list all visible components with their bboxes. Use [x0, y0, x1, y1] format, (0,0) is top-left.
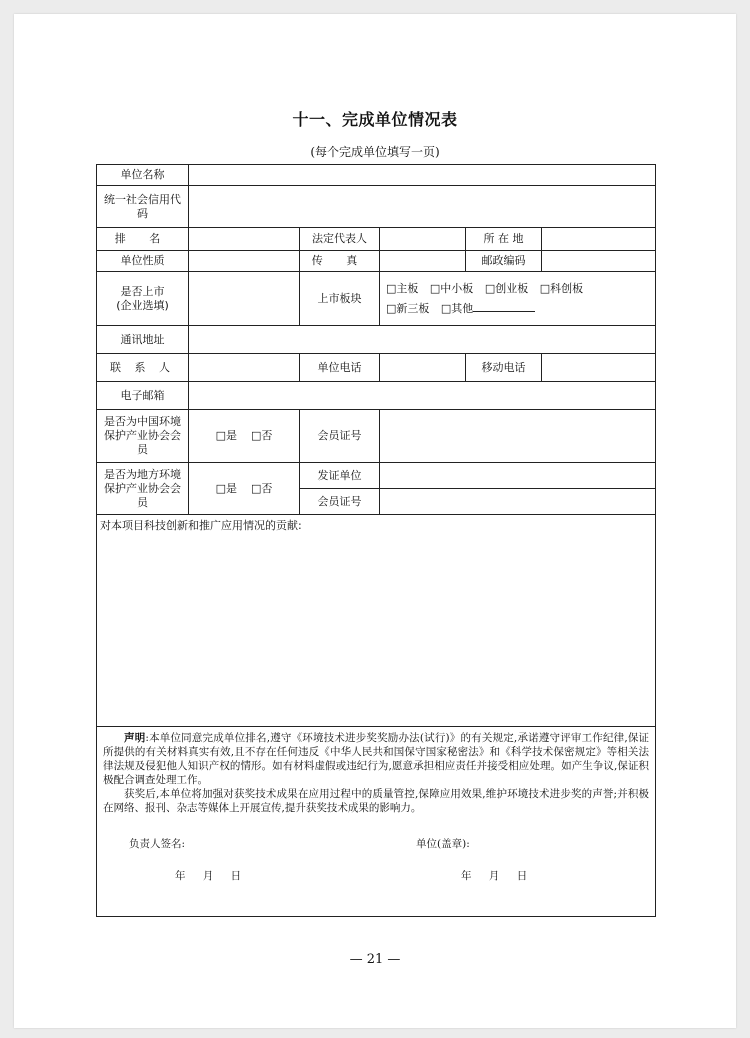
date-left: 年 月 日 — [175, 870, 242, 882]
address-field[interactable] — [189, 326, 656, 354]
board-option-main[interactable]: □主板 — [386, 281, 419, 295]
listed-label-text: 是否上市 — [120, 284, 165, 298]
declaration-paragraph-2: 获奖后,本单位将加强对获奖技术成果在应用过程中的质量管控,保障应用效果,维护环境技术进步奖的声誉;并积极在网络、报刊、杂志等媒体上开展宣传,提升获奖技术成果的影响力。 — [103, 788, 650, 814]
label-legal-rep: 法定代表人 — [300, 228, 380, 251]
postcode-field[interactable] — [542, 251, 656, 272]
board-options — [380, 272, 656, 326]
declaration-text-1: :本单位同意完成单位排名,遵守《环境技术进步奖奖励办法(试行)》的有关规定,承诺遵守评审工作纪律,保证所提供的有关材料真实有效,且不存在任何违反《中华人民共和国保守国家秘密法》和《科学技术保密规定》等相关法律法规及侵犯他人知识产权的情形。如有材料虚假或违纪行为,愿意承担相应责任并接受相应处理。如产生争议,保证积极配合调查处理工作。 — [103, 732, 650, 786]
contribution-field[interactable] — [97, 515, 656, 727]
legal-rep-field[interactable] — [380, 228, 466, 251]
china-member-no-checkbox[interactable]: □否 — [251, 429, 273, 442]
unit-info-form — [96, 164, 656, 917]
declaration-section — [97, 727, 656, 917]
issuer-field[interactable] — [380, 463, 656, 489]
local-member-yes-checkbox[interactable]: □是 — [215, 481, 237, 495]
date-right: 年 月 日 — [461, 870, 528, 882]
label-local-member-no: 会员证号 — [300, 489, 380, 515]
page-title: 十一、完成单位情况表 — [292, 110, 458, 129]
unit-nature-field[interactable] — [189, 251, 300, 272]
china-member-no-field[interactable] — [380, 410, 656, 463]
local-member-no-field[interactable] — [380, 489, 656, 515]
listed-field[interactable] — [189, 272, 300, 326]
label-local-member: 是否为地方环境保护产业协会会员 — [97, 463, 189, 515]
label-address: 通讯地址 — [97, 326, 189, 354]
email-field[interactable] — [189, 382, 656, 410]
listed-label-note: (企业选填) — [116, 298, 169, 312]
label-fax: 传 真 — [300, 251, 380, 272]
label-rank: 排 名 — [97, 228, 189, 251]
date-row — [103, 869, 649, 883]
board-option-neeq[interactable]: □新三板 — [386, 301, 430, 315]
label-china-member-no: 会员证号 — [300, 410, 380, 463]
mobile-field[interactable] — [542, 354, 656, 382]
board-option-chinext[interactable]: □创业板 — [484, 281, 529, 295]
label-mobile: 移动电话 — [466, 354, 542, 382]
board-option-star[interactable]: □科创板 — [539, 281, 584, 295]
china-member-choice — [189, 410, 300, 463]
contribution-label: 对本项目科技创新和推广应用情况的贡献: — [100, 519, 302, 532]
page-subtitle: (每个完成单位填写一页) — [310, 145, 440, 159]
label-contact: 联 系 人 — [97, 354, 189, 382]
label-postcode: 邮政编码 — [466, 251, 542, 272]
contact-field[interactable] — [189, 354, 300, 382]
location-field[interactable] — [542, 228, 656, 251]
signature-row — [103, 837, 649, 851]
board-option-sme[interactable]: □中小板 — [429, 281, 474, 295]
board-option-other[interactable] — [441, 299, 535, 319]
label-credit-code: 统一社会信用代码 — [97, 186, 189, 228]
label-location: 所 在 地 — [466, 228, 542, 251]
rank-field[interactable] — [189, 228, 300, 251]
label-unit-nature: 单位性质 — [97, 251, 189, 272]
declaration-heading: 声明 — [124, 732, 146, 744]
label-board: 上市板块 — [300, 272, 380, 326]
unit-name-field[interactable] — [189, 165, 656, 186]
unit-phone-field[interactable] — [380, 354, 466, 382]
declaration-paragraph-1 — [103, 731, 649, 787]
seal-label: 单位(盖章): — [416, 838, 470, 850]
label-listed — [97, 272, 189, 326]
label-unit-phone: 单位电话 — [300, 354, 380, 382]
label-issuer: 发证单位 — [300, 463, 380, 489]
page-number: — 21 — — [349, 952, 401, 967]
other-blank-line[interactable] — [473, 301, 535, 312]
local-member-choice — [189, 463, 300, 515]
label-unit-name: 单位名称 — [97, 165, 189, 186]
signer-label: 负责人签名: — [129, 838, 186, 850]
credit-code-field[interactable] — [189, 186, 656, 228]
board-option-other-label: □其他 — [440, 301, 474, 315]
label-china-member: 是否为中国环境保护产业协会会员 — [97, 410, 189, 463]
china-member-yes-checkbox[interactable]: □是 — [215, 429, 237, 442]
fax-field[interactable] — [380, 251, 466, 272]
local-member-no-checkbox[interactable]: □否 — [251, 481, 273, 495]
label-email: 电子邮箱 — [97, 382, 189, 410]
